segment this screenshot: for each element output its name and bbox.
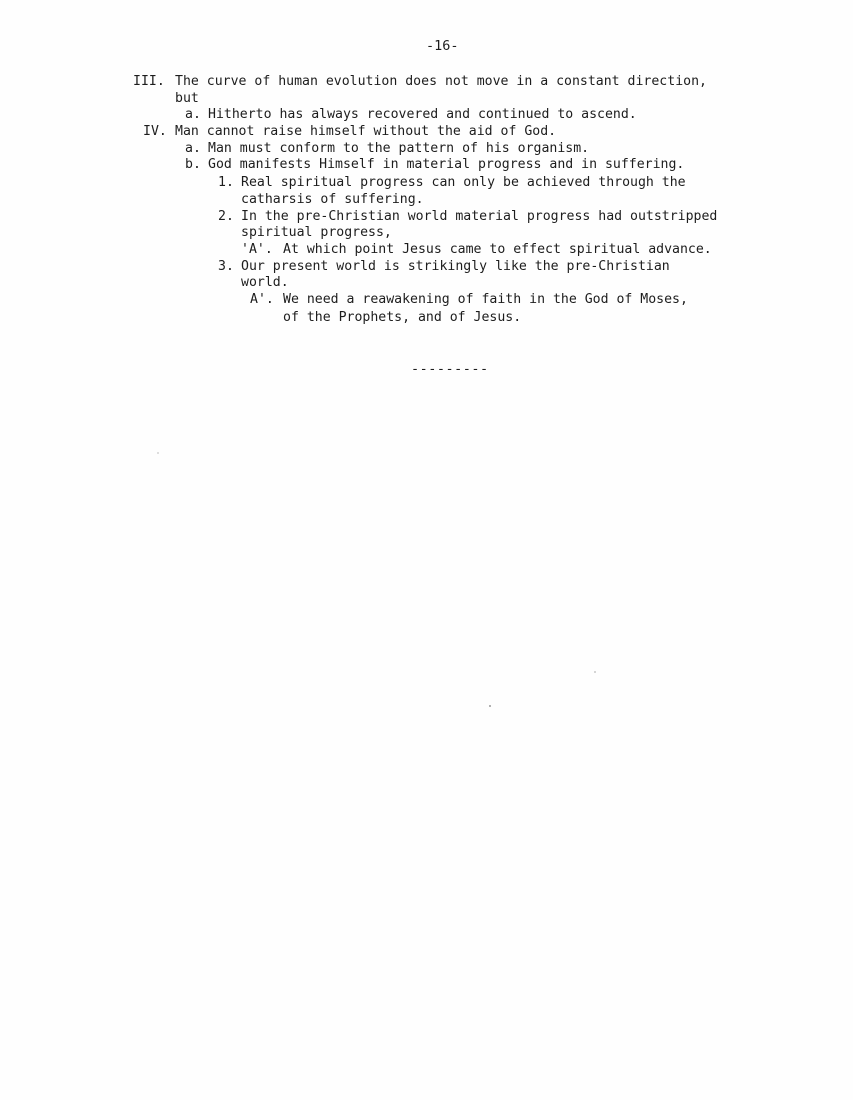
outline-item-b-3-a-continued: of the Prophets, and of Jesus. [283,310,522,325]
outline-item-b-2-a: At which point Jesus came to effect spiritual advance. [283,242,712,257]
section-separator: --------- [411,361,489,377]
outline-item-b-1: Real spiritual progress can only be achieved through the [241,175,686,190]
outline-label-b-1: 1. [218,175,234,190]
outline-label-iii-a: a. [185,107,201,122]
outline-item-iii-a: Hitherto has always recovered and continued to ascend. [208,107,637,122]
outline-item-iii: The curve of human evolution does not move in a constant direction, [175,74,707,89]
outline-label-b-2-a: 'A'. [241,242,273,257]
outline-item-iv-a: Man must conform to the pattern of his organism. [208,141,590,156]
scan-speck [157,452,159,454]
outline-item-iv: Man cannot raise himself without the aid of God. [175,124,557,139]
outline-item-b-2: In the pre-Christian world material progress had outstripped [241,209,718,224]
outline-item-b-3-a: We need a reawakening of faith in the God of Moses, [283,292,688,307]
outline-item-b-2-continued: spiritual progress, [241,225,392,240]
scan-speck [594,671,596,673]
outline-label-iv-b: b. [185,157,201,172]
scan-speck [489,705,491,707]
outline-label-iii: III. [133,74,165,89]
outline-item-iii-continued: but [175,91,199,106]
outline-item-b-1-continued: catharsis of suffering. [241,192,424,207]
outline-item-iv-b: God manifests Himself in material progress and in suffering. [208,157,685,172]
outline-label-iv-a: a. [185,141,201,156]
outline-item-b-3: Our present world is strikingly like the pre-Christian [241,259,670,274]
outline-item-b-3-continued: world. [241,275,289,290]
outline-label-b-2: 2. [218,209,234,224]
outline-label-b-3-a: A'. [250,292,274,307]
page-number: -16- [426,38,459,54]
outline-label-iv: IV. [143,124,167,139]
outline-label-b-3: 3. [218,259,234,274]
